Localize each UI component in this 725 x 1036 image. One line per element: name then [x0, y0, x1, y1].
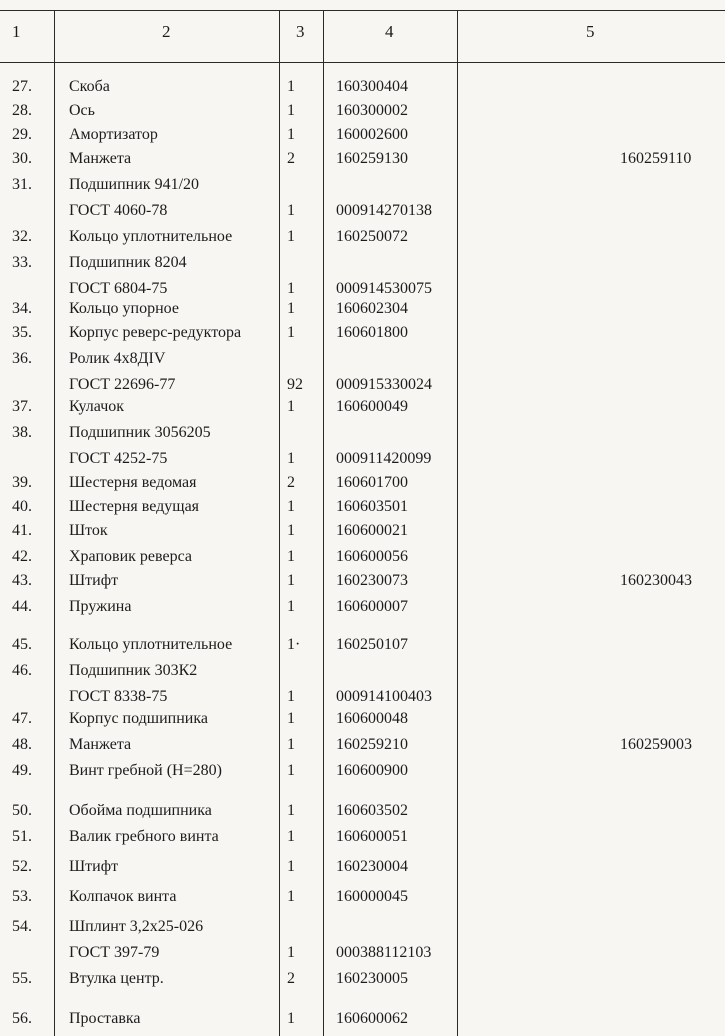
part-name: Кольцо упорное	[69, 300, 179, 317]
part-code: 160602304	[336, 300, 408, 317]
row-number: 34.	[12, 300, 32, 317]
quantity: 1	[287, 736, 295, 753]
part-code: 160600056	[336, 548, 408, 565]
part-code: 160230073	[336, 572, 408, 589]
row-number: 30.	[12, 150, 32, 167]
quantity: 1	[287, 450, 295, 467]
row-number: 48.	[12, 736, 32, 753]
row-number: 51.	[12, 828, 32, 845]
part-code: 000914100403	[336, 688, 432, 705]
part-name: Валик гребного винта	[69, 828, 219, 845]
row-number: 55.	[12, 970, 32, 987]
part-name: Штифт	[69, 572, 119, 589]
part-name: Колпачок винта	[69, 888, 177, 905]
row-number: 36.	[12, 350, 32, 367]
row-number: 46.	[12, 662, 32, 679]
part-name: Корпус подшипника	[69, 710, 208, 727]
quantity: 2	[287, 970, 295, 987]
row-number: 52.	[12, 858, 32, 875]
part-code: 000914530075	[336, 280, 432, 297]
part-code: 160300002	[336, 102, 408, 119]
part-code: 160250107	[336, 636, 408, 653]
part-code: 160000045	[336, 888, 408, 905]
quantity: 1	[287, 228, 295, 245]
part-name: Шестерня ведущая	[69, 498, 200, 515]
quantity: 1	[287, 202, 295, 219]
part-name-standard: ГОСТ 397-79	[69, 944, 160, 961]
row-number: 33.	[12, 254, 32, 271]
row-number: 53.	[12, 888, 32, 905]
part-name: Подшипник 941/20	[69, 176, 200, 193]
part-name: Шплинт 3,2х25-026	[69, 918, 204, 935]
part-code: 160600062	[336, 1010, 408, 1027]
replacement-code: 160259110	[620, 150, 692, 167]
row-number: 40.	[12, 498, 32, 515]
header-col-3: 3	[296, 22, 305, 41]
column-divider-3	[323, 10, 324, 1036]
part-code: 000911420099	[336, 450, 432, 467]
quantity: 1	[287, 1010, 295, 1027]
quantity: 1·	[287, 636, 301, 653]
quantity: 1	[287, 762, 295, 779]
part-code: 160601700	[336, 474, 408, 491]
part-name: Кольцо уплотнительное	[69, 228, 233, 245]
part-name: Скоба	[69, 78, 110, 95]
part-name: Подшипник 8204	[69, 254, 187, 271]
part-code: 160259210	[336, 736, 408, 753]
part-code: 160600049	[336, 398, 408, 415]
part-code: 000388112103	[336, 944, 432, 961]
part-name-standard: ГОСТ 4252-75	[69, 450, 168, 467]
part-code: 160600048	[336, 710, 408, 727]
part-name: Кольцо уплотнительное	[69, 636, 233, 653]
quantity: 1	[287, 280, 295, 297]
quantity: 1	[287, 548, 295, 565]
row-number: 50.	[12, 802, 32, 819]
part-code: 160603502	[336, 802, 408, 819]
part-code: 160600007	[336, 598, 408, 615]
row-number: 45.	[12, 636, 32, 653]
header-col-2: 2	[162, 22, 171, 41]
row-number: 54.	[12, 918, 32, 935]
row-number: 37.	[12, 398, 32, 415]
quantity: 1	[287, 300, 295, 317]
row-number: 41.	[12, 522, 32, 539]
part-code: 160259130	[336, 150, 408, 167]
row-number: 47.	[12, 710, 32, 727]
quantity: 2	[287, 150, 295, 167]
row-number: 43.	[12, 572, 32, 589]
part-name: Втулка центр.	[69, 970, 164, 987]
part-code: 160600021	[336, 522, 408, 539]
part-code: 160600051	[336, 828, 408, 845]
part-name: Храповик реверса	[69, 548, 192, 565]
header-bottom-border	[0, 62, 725, 63]
part-name-standard: ГОСТ 4060-78	[69, 202, 168, 219]
quantity: 1	[287, 944, 295, 961]
table-top-border	[0, 10, 725, 11]
part-name: Корпус реверс-редуктора	[69, 324, 242, 341]
replacement-code: 160259003	[620, 736, 692, 753]
header-col-1: 1	[12, 22, 21, 41]
part-name: Манжета	[69, 736, 132, 753]
part-name: Кулачок	[69, 398, 125, 415]
row-number: 56.	[12, 1010, 32, 1027]
part-name: Проставка	[69, 1010, 141, 1027]
row-number: 42.	[12, 548, 32, 565]
row-number: 39.	[12, 474, 32, 491]
part-name: Ролик 4х8ДIV	[69, 350, 166, 367]
quantity: 1	[287, 572, 295, 589]
part-name-standard: ГОСТ 8338-75	[69, 688, 168, 705]
part-name-standard: ГОСТ 6804-75	[69, 280, 168, 297]
part-name: Шестерня ведомая	[69, 474, 197, 491]
part-name: Ось	[69, 102, 95, 119]
row-number: 31.	[12, 176, 32, 193]
row-number: 28.	[12, 102, 32, 119]
part-code: 160601800	[336, 324, 408, 341]
part-code: 160230004	[336, 858, 408, 875]
header-col-4: 4	[385, 22, 394, 41]
part-name: Подшипник 3056205	[69, 424, 211, 441]
part-name: Подшипник 303К2	[69, 662, 198, 679]
part-name: Штифт	[69, 858, 119, 875]
quantity: 1	[287, 126, 295, 143]
replacement-code: 160230043	[620, 572, 692, 589]
quantity: 1	[287, 102, 295, 119]
part-code: 160250072	[336, 228, 408, 245]
part-name: Шток	[69, 522, 108, 539]
quantity: 1	[287, 802, 295, 819]
quantity: 92	[287, 376, 303, 393]
part-code: 000915330024	[336, 376, 432, 393]
part-code: 160300404	[336, 78, 408, 95]
row-number: 27.	[12, 78, 32, 95]
row-number: 35.	[12, 324, 32, 341]
quantity: 1	[287, 688, 295, 705]
part-name: Обойма подшипника	[69, 802, 212, 819]
quantity: 1	[287, 498, 295, 515]
quantity: 1	[287, 324, 295, 341]
quantity: 1	[287, 888, 295, 905]
quantity: 1	[287, 710, 295, 727]
quantity: 1	[287, 598, 295, 615]
part-name-standard: ГОСТ 22696-77	[69, 376, 176, 393]
quantity: 1	[287, 78, 295, 95]
quantity: 1	[287, 858, 295, 875]
row-number: 38.	[12, 424, 32, 441]
quantity: 2	[287, 474, 295, 491]
part-code: 160230005	[336, 970, 408, 987]
header-col-5: 5	[586, 22, 595, 41]
part-code: 160600900	[336, 762, 408, 779]
row-number: 44.	[12, 598, 32, 615]
part-name: Пружина	[69, 598, 132, 615]
quantity: 1	[287, 522, 295, 539]
row-number: 29.	[12, 126, 32, 143]
part-code: 160002600	[336, 126, 408, 143]
part-code: 000914270138	[336, 202, 432, 219]
row-number: 49.	[12, 762, 32, 779]
quantity: 1	[287, 828, 295, 845]
part-name: Винт гребной (Н=280)	[69, 762, 222, 779]
row-number: 32.	[12, 228, 32, 245]
part-name: Амортизатор	[69, 126, 158, 143]
quantity: 1	[287, 398, 295, 415]
part-name: Манжета	[69, 150, 132, 167]
part-code: 160603501	[336, 498, 408, 515]
